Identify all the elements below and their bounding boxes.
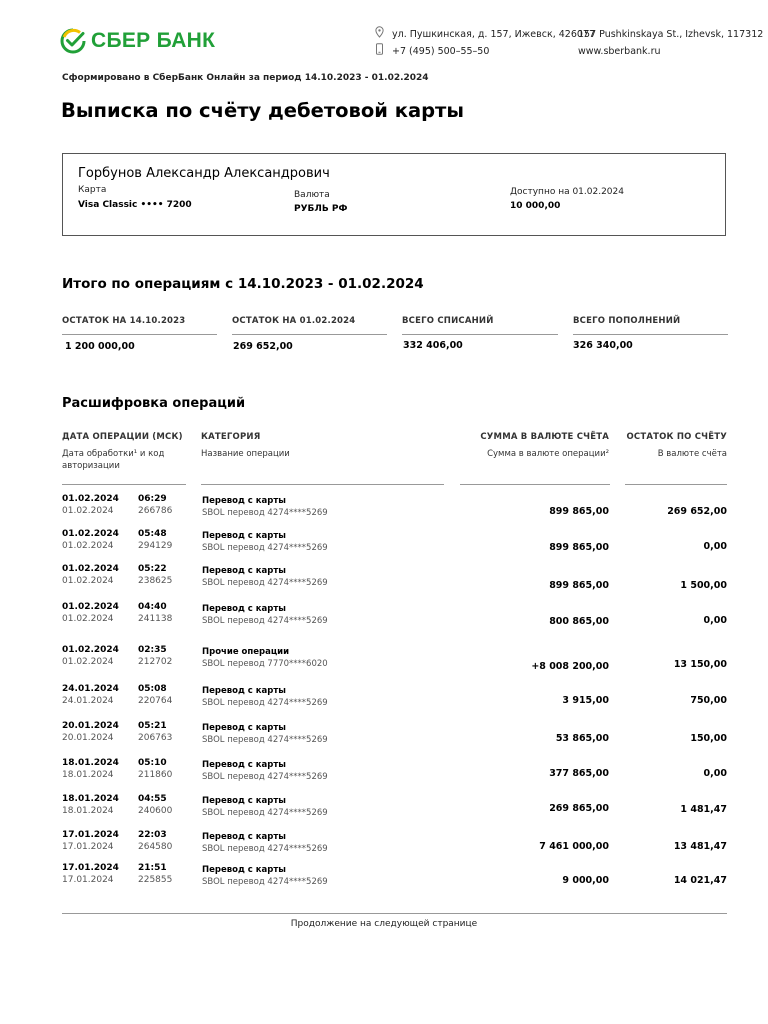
- row-amount: 53 865,00: [555, 733, 609, 744]
- sber-logo-icon: [60, 28, 86, 54]
- logo-text: СБЕР БАНК: [91, 29, 216, 52]
- row-category: Перевод с карты: [202, 496, 286, 506]
- row-description: SBOL перевод 4274****5269: [202, 616, 328, 626]
- row-balance: 13 150,00: [673, 659, 727, 670]
- sber-logo: [60, 28, 215, 54]
- header-divider: [625, 484, 727, 485]
- total-label-start-balance: ОСТАТОК НА 14.10.2023: [62, 316, 186, 326]
- row-processing-date: 01.02.2024: [62, 506, 114, 516]
- row-date: 17.01.2024: [62, 863, 119, 873]
- row-date: 01.02.2024: [62, 529, 119, 539]
- row-balance: 0,00: [703, 615, 727, 626]
- row-balance: 150,00: [690, 733, 727, 744]
- page-title: Выписка по счёту дебетовой карты: [61, 99, 464, 122]
- row-description: SBOL перевод 4274****5269: [202, 877, 328, 887]
- row-balance: 1 481,47: [680, 804, 727, 815]
- row-description: SBOL перевод 4274****5269: [202, 808, 328, 818]
- total-divider: [573, 334, 728, 335]
- row-balance: 13 481,47: [673, 841, 727, 852]
- row-date: 18.01.2024: [62, 794, 119, 804]
- row-time: 05:08: [138, 684, 167, 694]
- col-subheader-amount: Сумма в валюте операции²: [487, 449, 609, 459]
- row-time: 05:10: [138, 758, 167, 768]
- row-balance: 14 021,47: [673, 875, 727, 886]
- bank-address-en: 157 Pushkinskaya St., Izhevsk, 117312: [578, 29, 764, 40]
- row-time: 22:03: [138, 830, 167, 840]
- bank-contacts: [375, 26, 764, 60]
- row-time: 05:21: [138, 721, 167, 731]
- row-amount: 800 865,00: [549, 616, 609, 627]
- row-time: 04:40: [138, 602, 167, 612]
- row-date: 18.01.2024: [62, 758, 119, 768]
- card-value: Visa Classic •••• 7200: [78, 200, 192, 210]
- row-time: 05:22: [138, 564, 167, 574]
- row-category: Перевод с карты: [202, 796, 286, 806]
- row-auth-code: 220764: [138, 696, 173, 706]
- row-description: SBOL перевод 4274****5269: [202, 844, 328, 854]
- available-label: Доступно на 01.02.2024: [510, 187, 624, 197]
- available-value: 10 000,00: [510, 201, 561, 211]
- row-processing-date: 01.02.2024: [62, 657, 114, 667]
- row-amount: 9 000,00: [562, 875, 609, 886]
- totals-heading: Итого по операциям с 14.10.2023 - 01.02.2024: [62, 276, 424, 292]
- row-processing-date: 24.01.2024: [62, 696, 114, 706]
- row-amount: 899 865,00: [549, 506, 609, 517]
- row-category: Перевод с карты: [202, 686, 286, 696]
- col-header-amount: СУММА В ВАЛЮТЕ СЧЁТА: [480, 432, 609, 442]
- row-processing-date: 17.01.2024: [62, 842, 114, 852]
- total-value-end-balance: 269 652,00: [233, 341, 293, 352]
- row-category: Перевод с карты: [202, 723, 286, 733]
- row-amount: 3 915,00: [562, 695, 609, 706]
- card-label: Карта: [78, 185, 107, 195]
- row-date: 17.01.2024: [62, 830, 119, 840]
- total-value-start-balance: 1 200 000,00: [65, 341, 135, 352]
- total-divider: [232, 334, 387, 335]
- location-pin-icon: [375, 26, 386, 43]
- row-amount: 269 865,00: [549, 803, 609, 814]
- card-holder-name: Горбунов Александр Александрович: [78, 166, 330, 181]
- total-value-debits: 332 406,00: [403, 340, 463, 351]
- row-auth-code: 264580: [138, 842, 173, 852]
- row-auth-code: 225855: [138, 875, 173, 885]
- row-processing-date: 18.01.2024: [62, 806, 114, 816]
- row-time: 05:48: [138, 529, 167, 539]
- row-balance: 750,00: [690, 695, 727, 706]
- row-auth-code: 211860: [138, 770, 173, 780]
- row-auth-code: 206763: [138, 733, 173, 743]
- row-date: 01.02.2024: [62, 602, 119, 612]
- card-info-box: [62, 153, 726, 236]
- col-subheader-balance: В валюте счёта: [657, 449, 727, 459]
- row-balance: 0,00: [703, 541, 727, 552]
- row-date: 20.01.2024: [62, 721, 119, 731]
- operations-heading: Расшифровка операций: [62, 396, 246, 411]
- col-header-balance: ОСТАТОК ПО СЧЁТУ: [626, 432, 727, 442]
- row-auth-code: 238625: [138, 576, 173, 586]
- row-processing-date: 01.02.2024: [62, 614, 114, 624]
- row-date: 24.01.2024: [62, 684, 119, 694]
- bank-address: ул. Пушкинская, д. 157, Ижевск, 426077: [392, 29, 596, 40]
- row-category: Прочие операции: [202, 647, 290, 657]
- phone-icon: [375, 43, 386, 60]
- row-balance: 0,00: [703, 768, 727, 779]
- row-description: SBOL перевод 4274****5269: [202, 543, 328, 553]
- row-processing-date: 18.01.2024: [62, 770, 114, 780]
- row-description: SBOL перевод 7770****6020: [202, 659, 328, 669]
- row-auth-code: 294129: [138, 541, 173, 551]
- header-divider: [460, 484, 610, 485]
- bank-phone: +7 (495) 500–55–50: [392, 46, 490, 57]
- col-subheader-date: Дата обработки¹ и код авторизации: [62, 449, 165, 471]
- header-divider: [201, 484, 444, 485]
- header-divider: [62, 484, 186, 485]
- row-amount: 899 865,00: [549, 542, 609, 553]
- row-time: 21:51: [138, 863, 167, 873]
- footer-divider: [62, 913, 727, 914]
- row-description: SBOL перевод 4274****5269: [202, 772, 328, 782]
- row-date: 01.02.2024: [62, 494, 119, 504]
- continued-note: Продолжение на следующей странице: [290, 919, 478, 929]
- row-description: SBOL перевод 4274****5269: [202, 698, 328, 708]
- row-processing-date: 01.02.2024: [62, 576, 114, 586]
- row-description: SBOL перевод 4274****5269: [202, 735, 328, 745]
- row-amount: +8 008 200,00: [531, 661, 609, 672]
- row-category: Перевод с карты: [202, 865, 286, 875]
- row-category: Перевод с карты: [202, 531, 286, 541]
- row-auth-code: 212702: [138, 657, 173, 667]
- total-label-debits: ВСЕГО СПИСАНИЙ: [402, 316, 494, 326]
- col-header-date: ДАТА ОПЕРАЦИИ (МСК): [62, 432, 183, 442]
- row-auth-code: 266786: [138, 506, 173, 516]
- row-date: 01.02.2024: [62, 645, 119, 655]
- row-auth-code: 241138: [138, 614, 173, 624]
- bank-site[interactable]: www.sberbank.ru: [578, 46, 661, 57]
- currency-label: Валюта: [294, 190, 330, 200]
- row-balance: 269 652,00: [667, 506, 727, 517]
- row-category: Перевод с карты: [202, 760, 286, 770]
- row-time: 02:35: [138, 645, 167, 655]
- row-time: 06:29: [138, 494, 167, 504]
- total-value-credits: 326 340,00: [573, 340, 633, 351]
- total-divider: [402, 334, 558, 335]
- row-description: SBOL перевод 4274****5269: [202, 578, 328, 588]
- row-description: SBOL перевод 4274****5269: [202, 508, 328, 518]
- row-category: Перевод с карты: [202, 566, 286, 576]
- total-label-end-balance: ОСТАТОК НА 01.02.2024: [232, 316, 356, 326]
- row-date: 01.02.2024: [62, 564, 119, 574]
- row-time: 04:55: [138, 794, 167, 804]
- row-amount: 899 865,00: [549, 580, 609, 591]
- currency-value: РУБЛЬ РФ: [294, 204, 348, 214]
- row-category: Перевод с карты: [202, 604, 286, 614]
- row-processing-date: 20.01.2024: [62, 733, 114, 743]
- row-processing-date: 17.01.2024: [62, 875, 114, 885]
- row-processing-date: 01.02.2024: [62, 541, 114, 551]
- row-amount: 377 865,00: [549, 768, 609, 779]
- row-auth-code: 240600: [138, 806, 173, 816]
- total-label-credits: ВСЕГО ПОПОЛНЕНИЙ: [573, 316, 681, 326]
- col-header-category: КАТЕГОРИЯ: [201, 432, 261, 442]
- row-balance: 1 500,00: [680, 580, 727, 591]
- col-subheader-category: Название операции: [201, 449, 290, 459]
- total-divider: [62, 334, 217, 335]
- row-category: Перевод с карты: [202, 832, 286, 842]
- formed-note: Сформировано в СберБанк Онлайн за период 14.10.2023 - 01.02.2024: [62, 73, 429, 83]
- row-amount: 7 461 000,00: [539, 841, 609, 852]
